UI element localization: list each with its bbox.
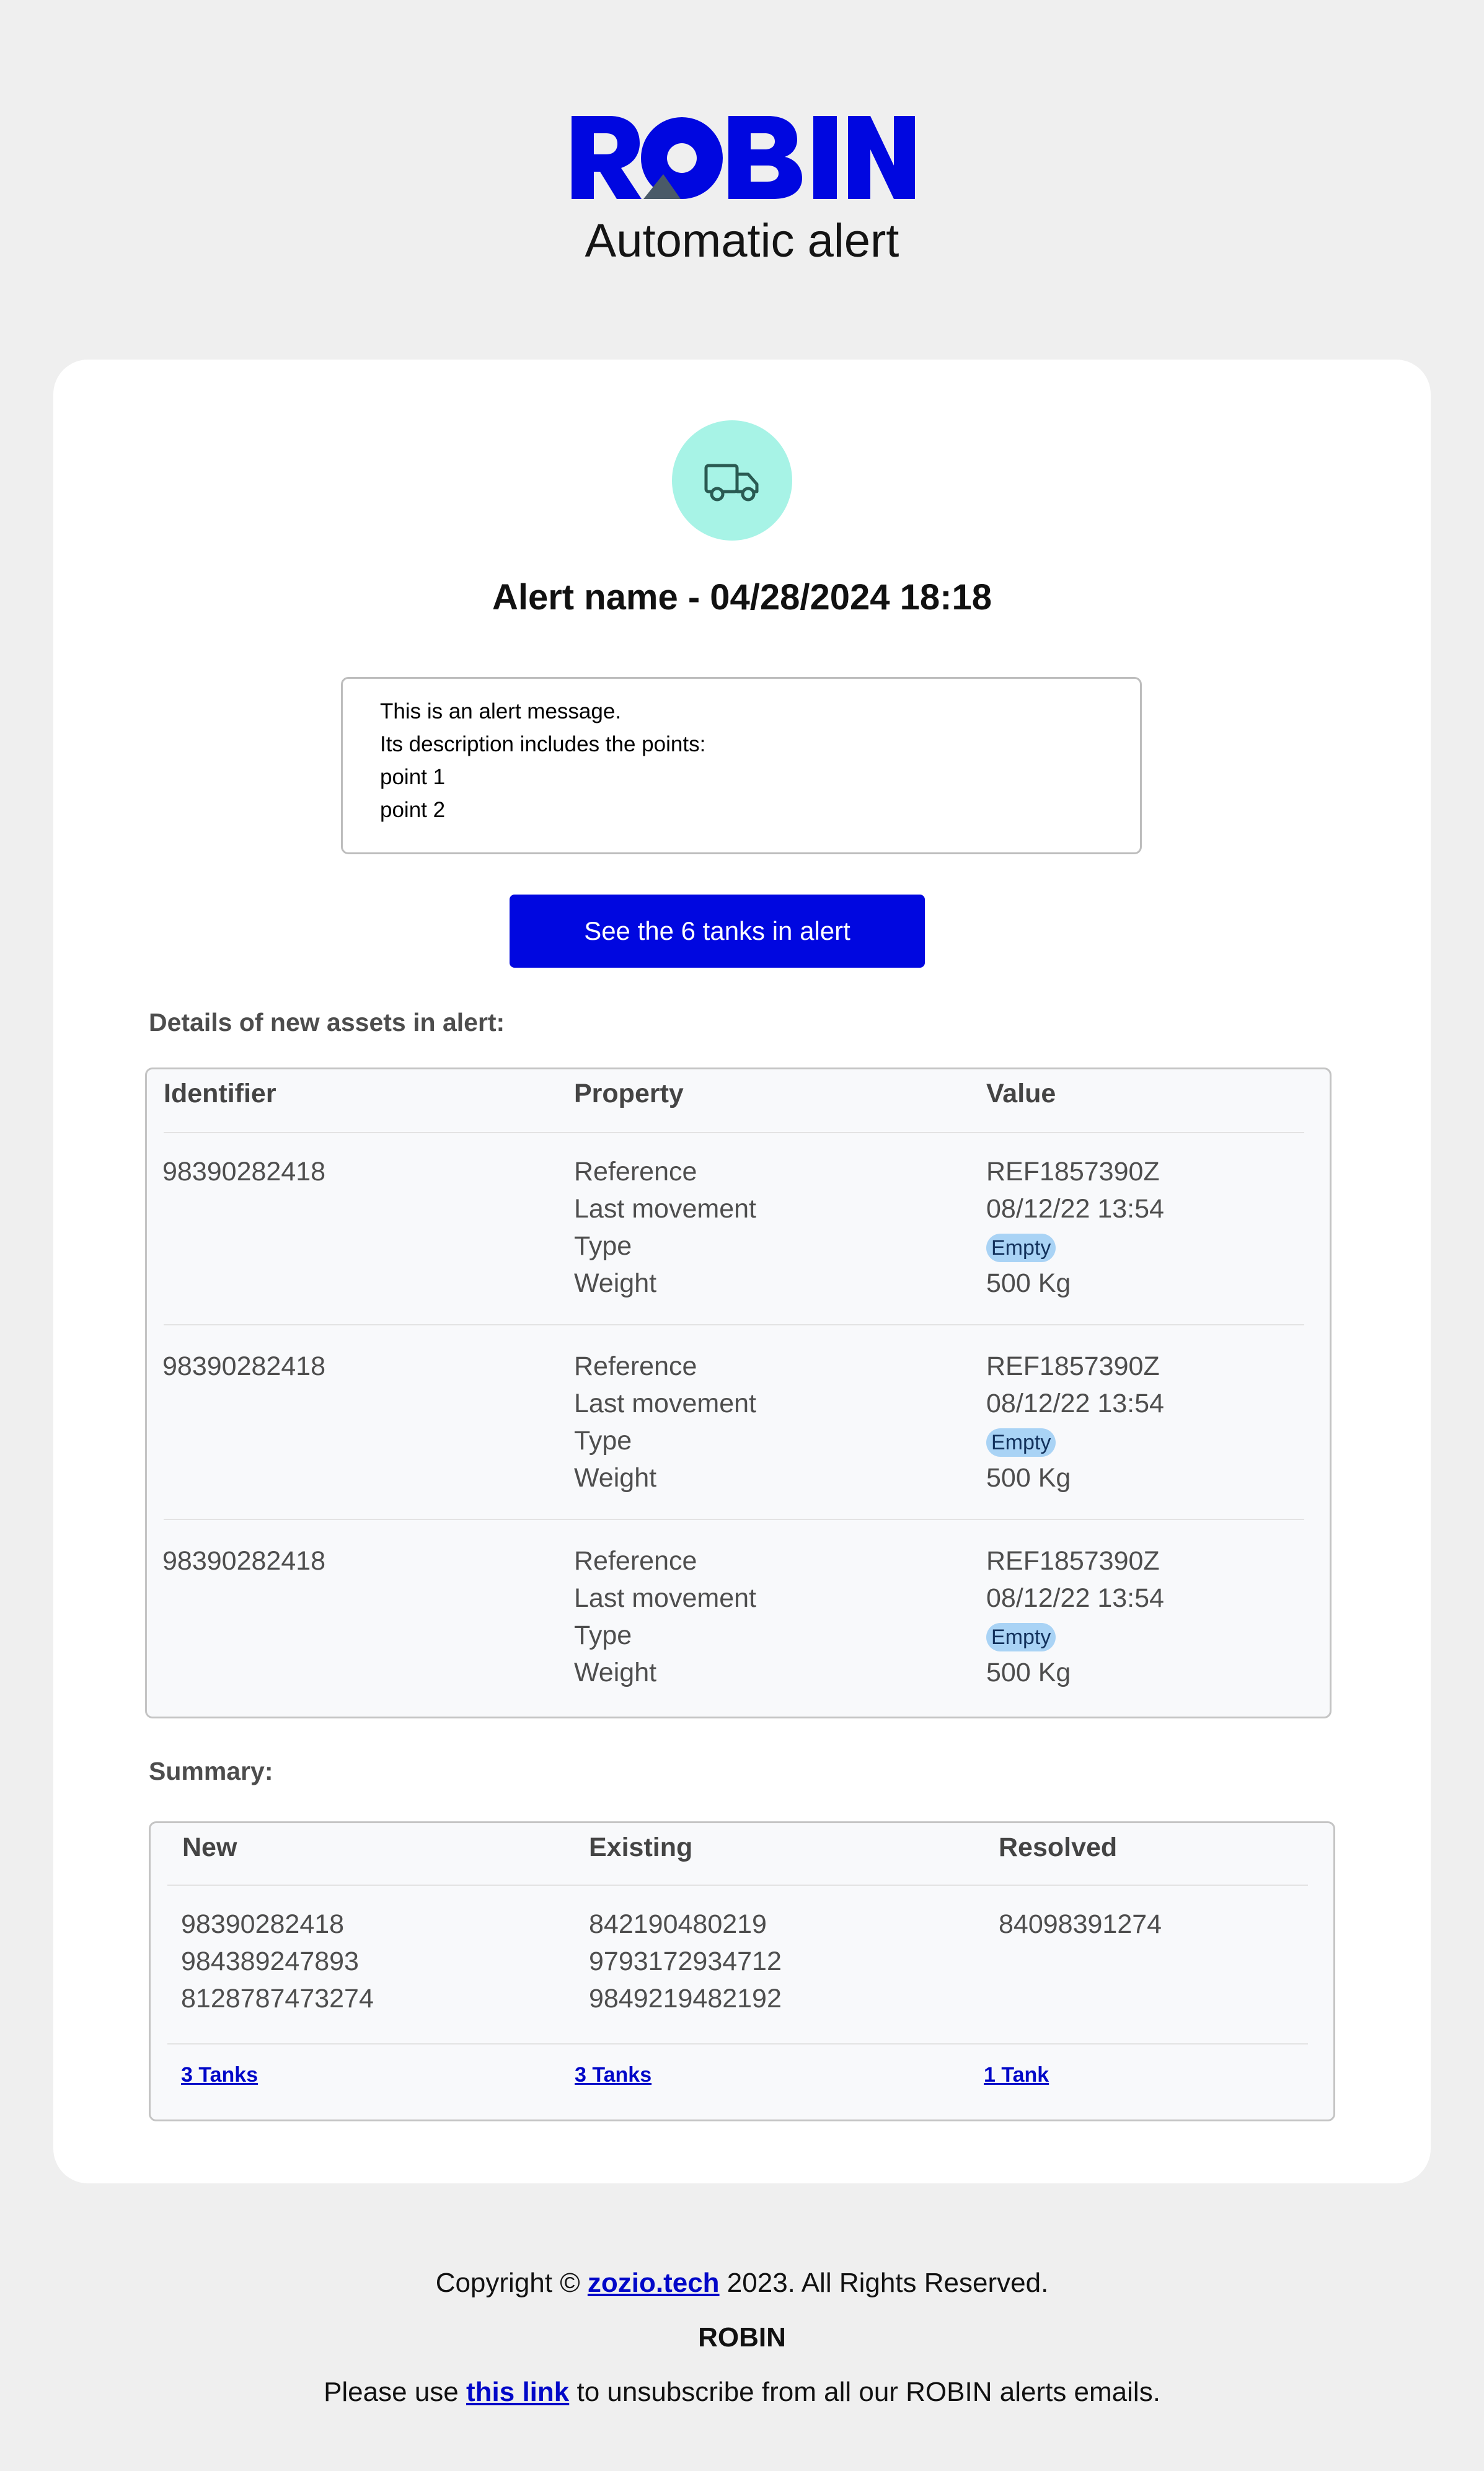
zozio-link[interactable]: zozio.tech: [587, 2268, 720, 2298]
unsubscribe-suffix: to unsubscribe from all our ROBIN alerts emails.: [569, 2377, 1160, 2407]
summary-label: Summary:: [149, 1757, 273, 1785]
row-identifier: 98390282418: [162, 1546, 326, 1576]
details-header-value: Value: [986, 1079, 1056, 1108]
property-value: 500 Kg: [986, 1658, 1071, 1687]
copyright-prefix: Copyright ©: [435, 2268, 588, 2298]
details-label: Details of new assets in alert:: [149, 1008, 505, 1037]
unsubscribe-link[interactable]: this link: [466, 2377, 570, 2407]
property-label: Weight: [574, 1463, 657, 1493]
divider: [167, 1885, 1308, 1886]
page-subtitle: Automatic alert: [585, 214, 899, 267]
alert-title: Alert name - 04/28/2024 18:18: [492, 577, 992, 617]
row-identifier: 98390282418: [162, 1351, 326, 1381]
row-values: [986, 1153, 1164, 1302]
property-value: 500 Kg: [986, 1463, 1071, 1493]
property-label: Reference: [574, 1546, 697, 1576]
row-properties: [574, 1153, 756, 1302]
divider: [164, 1519, 1304, 1520]
logo: [0, 115, 1484, 201]
unsubscribe-line: [0, 2377, 1484, 2408]
robin-logo-icon: [570, 115, 917, 201]
list-item: 84098391274: [999, 1909, 1162, 1939]
summary-resolved-list: [999, 1906, 1162, 1943]
type-value: [986, 1227, 1164, 1265]
alert-message-line: This is an alert message.: [380, 699, 622, 723]
summary-new-list: [181, 1906, 374, 2017]
alert-message-line: point 1: [380, 765, 446, 789]
property-label: Reference: [574, 1351, 697, 1381]
divider: [164, 1132, 1304, 1133]
row-identifier: 98390282418: [162, 1157, 326, 1187]
property-value: 08/12/22 13:54: [986, 1583, 1164, 1613]
property-label: Type: [574, 1426, 632, 1456]
details-header-property: Property: [574, 1079, 684, 1108]
existing-tanks-link[interactable]: 3 Tanks: [575, 2063, 652, 2087]
row-values: [986, 1348, 1164, 1496]
property-label: Reference: [574, 1157, 697, 1187]
type-badge: Empty: [986, 1623, 1056, 1651]
type-value: [986, 1422, 1164, 1459]
list-item: 984389247893: [181, 1947, 359, 1976]
see-tanks-button[interactable]: See the 6 tanks in alert: [510, 895, 925, 968]
property-value: 08/12/22 13:54: [986, 1194, 1164, 1224]
new-tanks-link[interactable]: 3 Tanks: [181, 2063, 258, 2087]
type-badge: Empty: [986, 1428, 1056, 1457]
alert-message-line: point 2: [380, 798, 446, 822]
summary-header-existing: Existing: [589, 1832, 693, 1862]
property-value: REF1857390Z: [986, 1351, 1160, 1381]
list-item: 9849219482192: [589, 1984, 782, 2013]
footer-brand: ROBIN: [698, 2322, 786, 2353]
summary-header-new: New: [182, 1832, 237, 1862]
divider: [164, 1324, 1304, 1325]
property-value: REF1857390Z: [986, 1157, 1160, 1187]
unsubscribe-prefix: Please use: [324, 2377, 466, 2407]
copyright: [0, 2268, 1484, 2299]
summary-existing-list: [589, 1906, 782, 2017]
property-value: 500 Kg: [986, 1268, 1071, 1298]
divider: [167, 2043, 1308, 2044]
property-value: REF1857390Z: [986, 1546, 1160, 1576]
alert-message-line: Its description includes the points:: [380, 732, 706, 756]
property-label: Last movement: [574, 1194, 756, 1224]
property-label: Last movement: [574, 1389, 756, 1418]
alert-message-box: [341, 677, 1142, 854]
truck-icon-badge: [672, 420, 792, 541]
property-label: Last movement: [574, 1583, 756, 1613]
property-value: 08/12/22 13:54: [986, 1389, 1164, 1418]
summary-header-resolved: Resolved: [999, 1832, 1118, 1862]
property-label: Type: [574, 1231, 632, 1261]
list-item: 9793172934712: [589, 1947, 782, 1976]
truck-icon: [701, 449, 763, 511]
details-header-identifier: Identifier: [164, 1079, 276, 1108]
property-label: Type: [574, 1620, 632, 1650]
copyright-suffix: 2023. All Rights Reserved.: [719, 2268, 1049, 2298]
type-value: [986, 1617, 1164, 1654]
list-item: 98390282418: [181, 1909, 345, 1939]
list-item: 8128787473274: [181, 1984, 374, 2013]
property-label: Weight: [574, 1268, 657, 1298]
property-label: Weight: [574, 1658, 657, 1687]
row-properties: [574, 1348, 756, 1496]
row-properties: [574, 1542, 756, 1691]
type-badge: Empty: [986, 1234, 1056, 1262]
resolved-tanks-link[interactable]: 1 Tank: [984, 2063, 1049, 2087]
row-values: [986, 1542, 1164, 1691]
list-item: 842190480219: [589, 1909, 767, 1939]
